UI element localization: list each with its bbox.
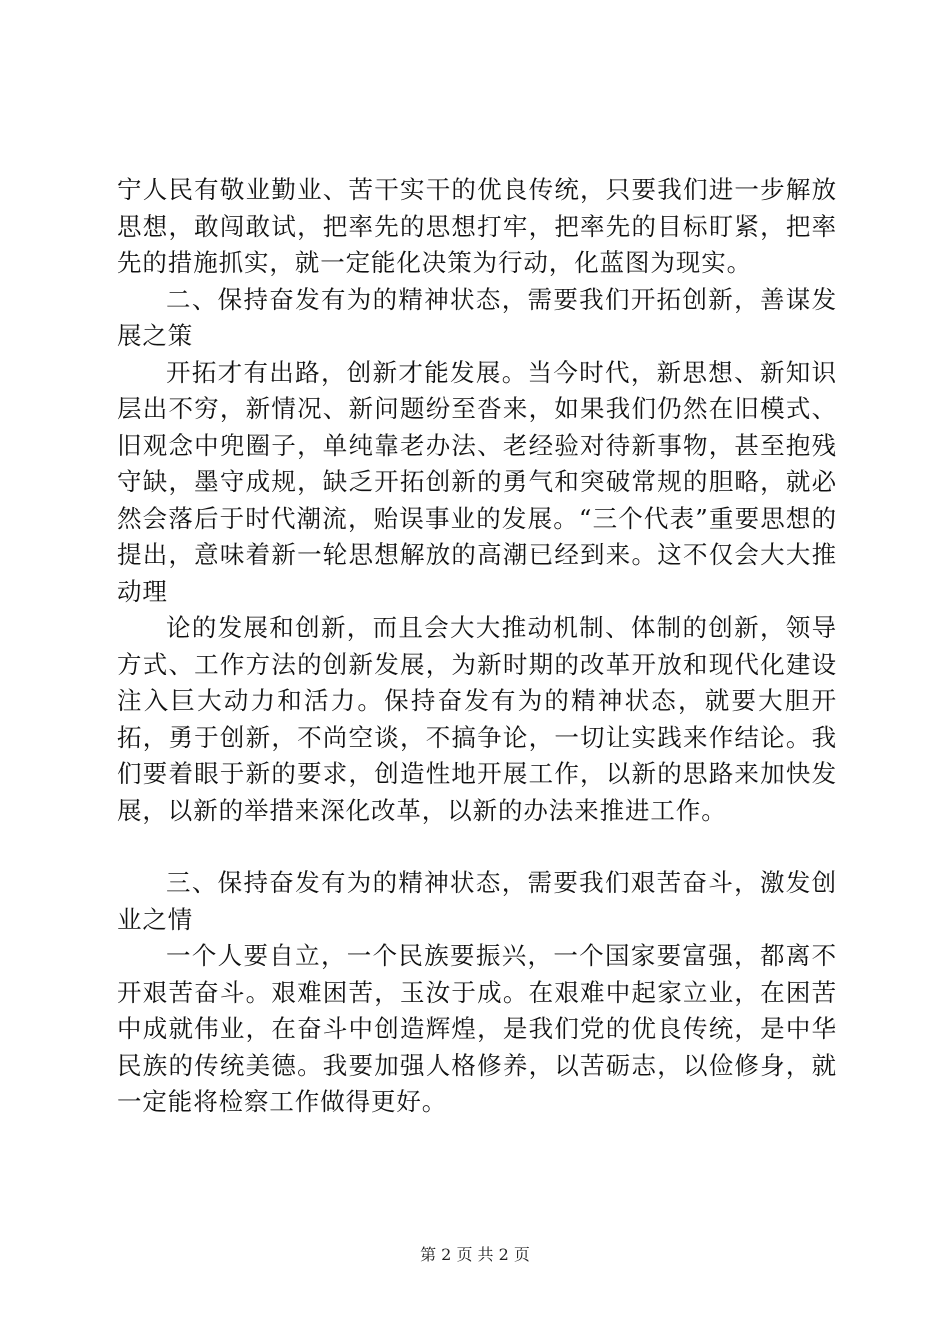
paragraph-innovation-continued: 论的发展和创新，而且会大大推动机制、体制的创新，领导方式、工作方法的创新发展，为新时期的改革开放和现代化建设注入巨大动力和活力。保持奋发有为的精神状态，就要大胆开拓，勇于创新，不尚空谈，不搞争论，一切让实践来作结论。我们要着眼于新的要求，创造性地开展工作，以新的思路来加快发展，以新的举措来深化改革，以新的办法来推进工作。 (117, 613, 837, 825)
document-body (117, 172, 837, 1121)
section-heading-three: 三、保持奋发有为的精神状态，需要我们艰苦奋斗，激发创业之情 (117, 868, 837, 934)
page-footer: 第 2 页 共 2 页 (420, 1245, 530, 1264)
paragraph-hard-work: 一个人要自立，一个民族要振兴，一个国家要富强，都离不开艰苦奋斗。艰难困苦，玉汝于成。在艰难中起家立业，在困苦中成就伟业，在奋斗中创造辉煌，是我们党的优良传统，是中华民族的传统美德。我要加强人格修养，以苦砺志，以俭修身，就一定能将检察工作做得更好。 (117, 941, 837, 1116)
paragraph-innovation: 开拓才有出路，创新才能发展。当今时代，新思想、新知识层出不穷，新情况、新问题纷至沓来，如果我们仍然在旧模式、旧观念中兜圈子，单纯靠老办法、老经验对待新事物，甚至抱残守缺，墨守成规，缺乏开拓创新的勇气和突破常规的胆略，就必然会落后于时代潮流，贻误事业的发展。“三个代表”重要思想的提出，意味着新一轮思想解放的高潮已经到来。这不仅会大大推动理 (117, 357, 837, 606)
paragraph-continuation: 宁人民有敬业勤业、苦干实干的优良传统，只要我们进一步解放思想，敢闯敢试，把率先的思想打牢，把率先的目标盯紧，把率先的措施抓实，就一定能化决策为行动，化蓝图为现实。 (117, 175, 837, 277)
section-heading-two: 二、保持奋发有为的精神状态，需要我们开拓创新，善谋发展之策 (117, 284, 837, 350)
